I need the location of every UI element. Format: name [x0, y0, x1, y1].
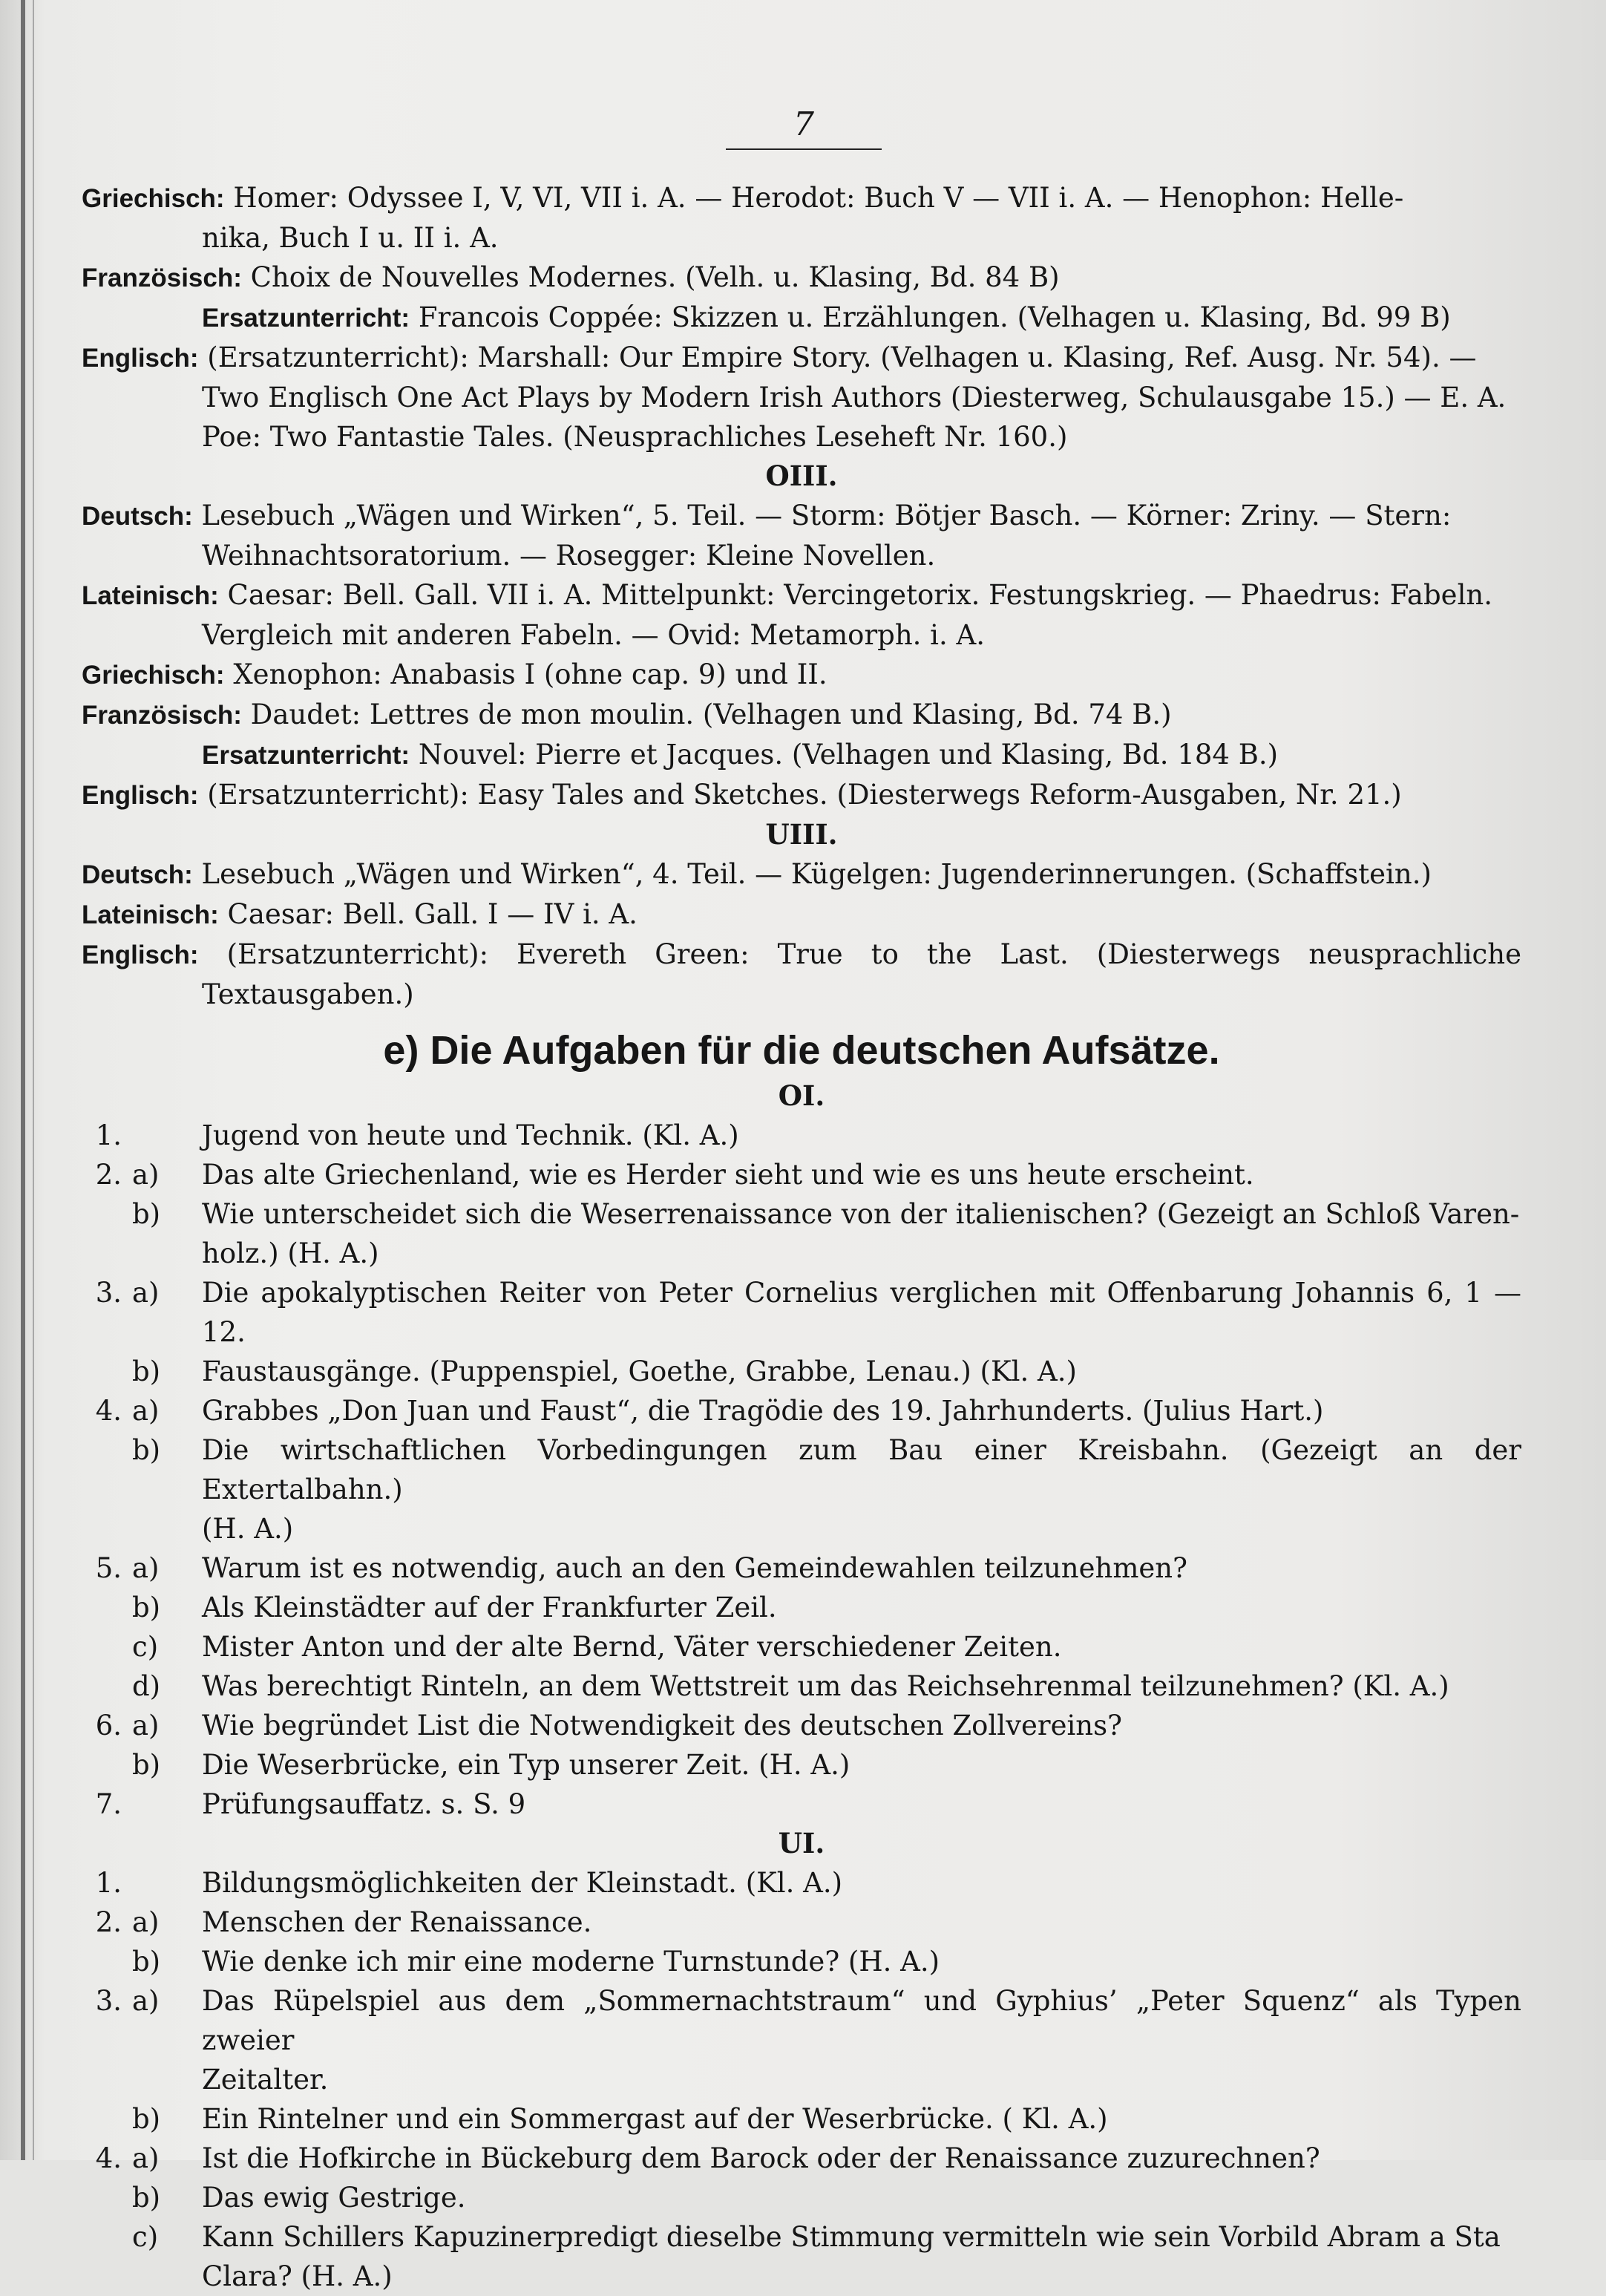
essay-topic	[82, 1942, 1521, 1981]
entry-continuation: Two Englisch One Act Plays by Modern Irish Authors (Diesterweg, Schulausgabe 15.) — E. A.	[202, 382, 1507, 413]
topic-number: 3.	[95, 1277, 122, 1309]
topic-letter: a)	[132, 1552, 160, 1584]
reading-entry	[82, 258, 1521, 298]
topic-number: 4.	[95, 1395, 122, 1427]
reading-entry	[82, 496, 1521, 536]
topic-number: 1.	[95, 1119, 122, 1151]
reading-entry	[82, 575, 1521, 615]
entry-text: Lesebuch „Wägen und Wirken“, 4. Teil. — Kügelgen: Jugenderinnerungen. (Schaffstein.)	[201, 858, 1432, 890]
topic-text: Mister Anton und der alte Bernd, Väter verschiedener Zeiten.	[202, 1631, 1062, 1663]
topic-number: 4.	[95, 2142, 122, 2174]
grade-heading: UI.	[778, 1827, 825, 1860]
topic-letter: a)	[132, 1159, 160, 1191]
subject-label: Deutsch:	[82, 502, 193, 531]
topic-number: 3.	[95, 1985, 122, 2017]
essay-topic	[82, 1627, 1521, 1667]
topic-text: Das Rüpelspiel aus dem „Sommernachtstraum“ und Gyphius’ „Peter Squenz“ als Typen zweier	[202, 1985, 1521, 2056]
topic-text: Jugend von heute und Technik. (Kl. A.)	[202, 1119, 739, 1151]
page-header	[726, 104, 882, 150]
entry-text: Francois Coppée: Skizzen u. Erzählungen. (Velhagen u. Klasing, Bd. 99 B)	[418, 301, 1451, 333]
binding-edge	[21, 0, 25, 2160]
binding-edge-line	[33, 0, 34, 2160]
topic-letter: a)	[132, 1906, 160, 1938]
reading-entry	[82, 298, 1521, 338]
subject-label: Deutsch:	[82, 860, 193, 889]
entry-text: Caesar: Bell. Gall. I — IV i. A.	[227, 898, 638, 930]
subject-label: Lateinisch:	[82, 581, 219, 610]
essay-topic	[82, 1903, 1521, 1942]
essay-topic	[82, 1352, 1521, 1391]
topic-text: Ein Rintelner und ein Sommergast auf der Weserbrücke. ( Kl. A.)	[202, 2103, 1108, 2135]
essay-topic	[82, 2217, 1521, 2257]
subject-label: Englisch:	[82, 781, 199, 810]
reading-entry	[82, 894, 1521, 935]
topic-text: Warum ist es notwendig, auch an den Gemeindewahlen teilzunehmen?	[202, 1552, 1187, 1584]
topic-letter: a)	[132, 1395, 160, 1427]
topic-number: 5.	[95, 1552, 122, 1584]
reading-list	[82, 178, 1521, 1014]
entry-continuation: Vergleich mit anderen Fabeln. — Ovid: Metamorph. i. A.	[202, 619, 986, 651]
entry-text: Homer: Odyssee I, V, VI, VII i. A. — Herodot: Buch V — VII i. A. — Henophon: Helle-	[233, 182, 1404, 214]
topic-number: 7.	[95, 1788, 122, 1820]
essay-topic	[82, 2139, 1521, 2178]
reading-entry	[82, 655, 1521, 695]
grade-heading: UIII.	[765, 818, 838, 851]
topic-number: 6.	[95, 1710, 122, 1741]
topic-text: Das ewig Gestrige.	[202, 2182, 466, 2214]
essay-topic	[82, 1863, 1521, 1903]
subject-label: Französisch:	[82, 701, 242, 730]
subject-label: Ersatzunterricht:	[202, 304, 410, 333]
essay-topic	[82, 1116, 1521, 1155]
topic-number: 2.	[95, 1906, 122, 1938]
topic-text: Grabbes „Don Juan und Faust“, die Tragödie des 19. Jahrhunderts. (Julius Hart.)	[202, 1395, 1324, 1427]
essay-topic	[82, 1706, 1521, 1745]
entry-text: Caesar: Bell. Gall. VII i. A. Mittelpunkt: Vercingetorix. Festungskrieg. — Phaedrus: Fabeln.	[227, 579, 1492, 611]
entry-continuation: nika, Buch I u. II i. A.	[202, 222, 499, 254]
topic-text: Wie begründet List die Notwendigkeit des deutschen Zollvereins?	[202, 1710, 1122, 1741]
subject-label: Englisch:	[82, 344, 199, 373]
grade-heading: OIII.	[765, 459, 838, 492]
topic-letter: b)	[132, 1198, 161, 1230]
topic-letter: b)	[132, 2182, 161, 2214]
topic-letter: b)	[132, 2103, 161, 2135]
subject-label: Englisch:	[82, 941, 199, 969]
topic-letter: d)	[132, 1670, 161, 1702]
reading-entry	[82, 775, 1521, 815]
entry-text: (Ersatzunterricht): Easy Tales and Sketches. (Diesterwegs Reform-Ausgaben, Nr. 21.)	[207, 779, 1402, 811]
entry-text: (Ersatzunterricht): Evereth Green: True to the Last. (Diesterwegs neusprachliche Textausgaben.)	[202, 938, 1521, 1010]
topic-continuation: Zeitalter.	[202, 2064, 329, 2096]
reading-entry	[82, 338, 1521, 378]
essay-topic	[82, 1194, 1521, 1234]
reading-entry	[82, 854, 1521, 894]
topic-text: Die apokalyptischen Reiter von Peter Cornelius verglichen mit Offenbarung Johannis 6, 1 — 12.	[202, 1277, 1521, 1348]
topic-text: Prüfungsauffatz. s. S. 9	[202, 1788, 526, 1820]
topic-letter: c)	[132, 1631, 159, 1663]
topic-text: Die wirtschaftlichen Vorbedingungen zum Bau einer Kreisbahn. (Gezeigt an der Extertalbahn.)	[202, 1434, 1521, 1505]
header-rule	[726, 148, 882, 150]
essay-topic	[82, 1548, 1521, 1588]
topic-letter: a)	[132, 1277, 160, 1309]
topic-text: Wie unterscheidet sich die Weserrenaissance von der italienischen? (Gezeigt an Schloß Varen-	[202, 1198, 1520, 1230]
topic-letter: a)	[132, 2142, 160, 2174]
essay-topic	[82, 1745, 1521, 1785]
essay-topic	[82, 1785, 1521, 1824]
subject-label: Griechisch:	[82, 184, 225, 213]
reading-entry	[82, 178, 1521, 218]
grade-heading: OI.	[778, 1079, 825, 1112]
topic-text: Bildungsmöglichkeiten der Kleinstadt. (Kl. A.)	[202, 1867, 843, 1899]
topic-letter: b)	[132, 1355, 161, 1387]
topic-continuation: holz.) (H. A.)	[202, 1237, 379, 1269]
entry-text: Daudet: Lettres de mon moulin. (Velhagen und Klasing, Bd. 74 B.)	[250, 699, 1172, 730]
essay-topic	[82, 1391, 1521, 1430]
topic-letter: a)	[132, 1710, 160, 1741]
subject-label: Lateinisch:	[82, 900, 219, 929]
topic-text: Ist die Hofkirche in Bückeburg dem Barock oder der Renaissance zuzurechnen?	[202, 2142, 1320, 2174]
topic-text: Die Weserbrücke, ein Typ unserer Zeit. (H. A.)	[202, 1749, 850, 1781]
topic-letter: b)	[132, 1749, 161, 1781]
topic-continuation: (H. A.)	[202, 1513, 294, 1545]
essay-topic	[82, 1667, 1521, 1706]
topic-text: Faustausgänge. (Puppenspiel, Goethe, Grabbe, Lenau.) (Kl. A.)	[202, 1355, 1077, 1387]
topic-letter: b)	[132, 1592, 161, 1623]
entry-continuation: Weihnachtsoratorium. — Rosegger: Kleine Novellen.	[202, 540, 936, 572]
essay-topic	[82, 1430, 1521, 1509]
entry-text: Choix de Nouvelles Modernes. (Velh. u. Klasing, Bd. 84 B)	[250, 261, 1060, 293]
page-body	[82, 178, 1521, 2296]
subject-label: Französisch:	[82, 264, 242, 292]
entry-text: Lesebuch „Wägen und Wirken“, 5. Teil. — Storm: Bötjer Basch. — Körner: Zriny. — Stern:	[201, 500, 1452, 532]
essay-topic	[82, 1588, 1521, 1627]
entry-text: Nouvel: Pierre et Jacques. (Velhagen und Klasing, Bd. 184 B.)	[418, 739, 1279, 771]
topic-number: 1.	[95, 1867, 122, 1899]
page-number: 7	[793, 105, 814, 143]
topic-text: Das alte Griechenland, wie es Herder sieht und wie es uns heute erscheint.	[202, 1159, 1254, 1191]
subject-label: Griechisch:	[82, 661, 225, 690]
entry-text: Xenophon: Anabasis I (ohne cap. 9) und II.	[233, 658, 827, 690]
topic-number: 2.	[95, 1159, 122, 1191]
entry-text: (Ersatzunterricht): Marshall: Our Empire Story. (Velhagen u. Klasing, Ref. Ausg. Nr. 54). —	[207, 341, 1477, 373]
reading-entry	[82, 735, 1521, 775]
essay-topic	[82, 1155, 1521, 1194]
topic-text: Menschen der Renaissance.	[202, 1906, 592, 1938]
topic-text: Als Kleinstädter auf der Frankfurter Zeil.	[202, 1592, 777, 1623]
topic-letter: a)	[132, 1985, 160, 2017]
essay-topic	[82, 1273, 1521, 1352]
essay-topic	[82, 2099, 1521, 2139]
essay-topic	[82, 2178, 1521, 2217]
entry-continuation: Poe: Two Fantastie Tales. (Neusprachliches Leseheft Nr. 160.)	[202, 421, 1068, 453]
topic-letter: b)	[132, 1946, 161, 1978]
subject-label: Ersatzunterricht:	[202, 741, 410, 770]
topic-letter: c)	[132, 2221, 159, 2253]
section-heading: e) Die Aufgaben für die deutschen Aufsätze.	[383, 1028, 1220, 1073]
topic-text: Kann Schillers Kapuzinerpredigt dieselbe Stimmung vermitteln wie sein Vorbild Abram a Sta	[202, 2221, 1501, 2253]
topic-letter: b)	[132, 1434, 161, 1466]
topic-text: Wie denke ich mir eine moderne Turnstunde? (H. A.)	[202, 1946, 940, 1978]
topic-text: Was berechtigt Rinteln, an dem Wettstreit um das Reichsehrenmal teilzunehmen? (Kl. A.)	[202, 1670, 1449, 1702]
reading-entry	[82, 935, 1521, 1014]
essay-topic	[82, 1981, 1521, 2060]
essay-topic-list	[82, 1076, 1521, 2296]
reading-entry	[82, 695, 1521, 735]
topic-continuation: Clara? (H. A.)	[202, 2260, 393, 2292]
